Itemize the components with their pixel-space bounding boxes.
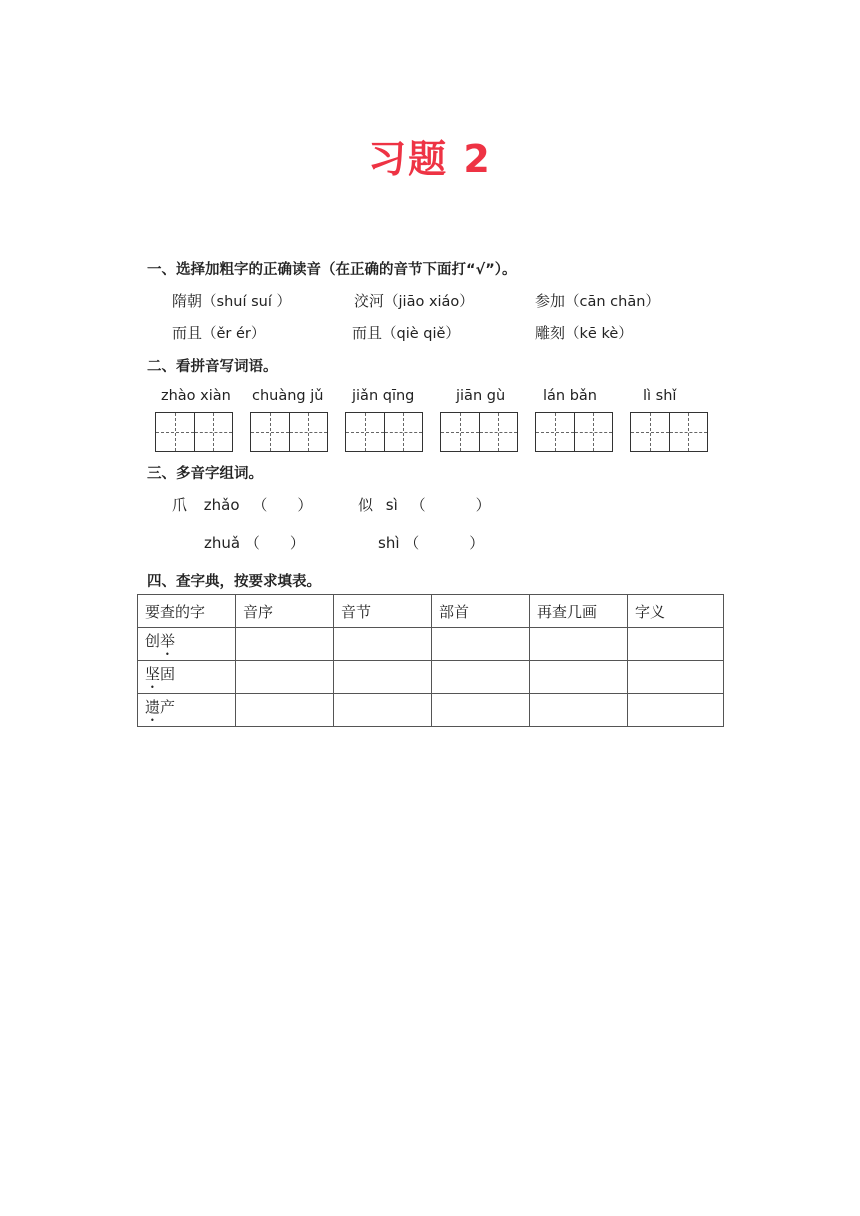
pinyin-label: jiān gù xyxy=(456,388,506,404)
answer-cell[interactable] xyxy=(432,628,530,661)
polyphone-pinyin: shì xyxy=(378,534,400,552)
answer-open: （ xyxy=(410,496,426,514)
answer-cell[interactable] xyxy=(236,628,334,661)
answer-cell[interactable] xyxy=(530,661,628,694)
table-row xyxy=(138,628,724,661)
reading-item xyxy=(172,290,291,311)
section2-heading: 二、看拼音写词语。 xyxy=(147,359,278,375)
reading-item xyxy=(352,322,460,343)
table-header: 音节 xyxy=(334,595,432,628)
answer-cell[interactable] xyxy=(236,694,334,727)
pinyin-options[interactable]: （jiāo xiáo） xyxy=(384,294,474,310)
answer-cell[interactable] xyxy=(334,694,432,727)
polyphone-pinyin: zhuǎ xyxy=(204,534,241,552)
section4-heading: 四、查字典，按要求填表。 xyxy=(147,574,321,590)
answer-close: ） xyxy=(289,534,305,552)
reading-item xyxy=(354,290,474,311)
polyphone-pinyin: sì xyxy=(385,496,398,514)
answer-cell[interactable] xyxy=(628,661,724,694)
reading-item xyxy=(535,290,660,311)
writing-grid[interactable] xyxy=(630,412,708,452)
word-char: 固 xyxy=(160,664,176,683)
dictionary-table xyxy=(137,594,724,727)
pinyin-options[interactable]: （cān chān） xyxy=(565,294,660,310)
answer-open: （ xyxy=(404,534,420,552)
word: 参加 xyxy=(535,292,566,310)
pinyin-label: lì shǐ xyxy=(643,388,677,404)
table-row xyxy=(138,661,724,694)
polyphone-row xyxy=(172,494,312,515)
answer-open: （ xyxy=(252,496,268,514)
pinyin-label: lán bǎn xyxy=(543,388,597,404)
table-header-row xyxy=(138,595,724,628)
answer-cell[interactable] xyxy=(334,661,432,694)
polyphone-row xyxy=(204,532,305,553)
writing-grid[interactable] xyxy=(155,412,233,452)
section3-heading: 三、多音字组词。 xyxy=(147,466,263,482)
answer-cell[interactable] xyxy=(628,628,724,661)
lookup-word xyxy=(138,661,236,694)
answer-cell[interactable] xyxy=(432,661,530,694)
writing-grid[interactable] xyxy=(440,412,518,452)
polyphone-char: 似 xyxy=(358,496,374,514)
answer-close: ） xyxy=(475,496,491,514)
pinyin-options[interactable]: （shuí suí ） xyxy=(202,294,291,310)
word: 而且 xyxy=(172,324,203,342)
answer-close: ） xyxy=(469,534,485,552)
writing-grid[interactable] xyxy=(345,412,423,452)
answer-cell[interactable] xyxy=(628,694,724,727)
pinyin-label: zhào xiàn xyxy=(161,388,231,404)
answer-cell[interactable] xyxy=(236,661,334,694)
answer-cell[interactable] xyxy=(334,628,432,661)
table-header: 再查几画 xyxy=(530,595,628,628)
polyphone-row xyxy=(378,532,484,553)
target-char: 坚 xyxy=(145,664,161,683)
lookup-word xyxy=(138,628,236,661)
table-header: 部首 xyxy=(432,595,530,628)
target-char: 遗 xyxy=(145,697,161,716)
word: 隋朝 xyxy=(172,292,203,310)
pinyin-options[interactable]: （ěr ér） xyxy=(202,326,266,342)
answer-close: ） xyxy=(297,496,313,514)
reading-item xyxy=(535,322,633,343)
word-char: 创 xyxy=(145,631,161,650)
pinyin-label: jiǎn qīng xyxy=(352,388,415,404)
table-header: 字义 xyxy=(628,595,724,628)
writing-grid[interactable] xyxy=(535,412,613,452)
pinyin-options[interactable]: （qiè qiě） xyxy=(382,326,460,342)
answer-cell[interactable] xyxy=(530,628,628,661)
polyphone-char: 爪 xyxy=(172,496,188,514)
pinyin-options[interactable]: （kē kè） xyxy=(565,326,633,342)
lookup-word xyxy=(138,694,236,727)
answer-open: （ xyxy=(244,534,260,552)
polyphone-pinyin: zhǎo xyxy=(203,496,240,514)
word-char: 产 xyxy=(160,697,176,716)
table-header: 要查的字 xyxy=(138,595,236,628)
word: 雕刻 xyxy=(535,324,566,342)
polyphone-row xyxy=(358,494,491,515)
section1-heading: 一、选择加粗字的正确读音（在正确的音节下面打“√”）。 xyxy=(147,262,517,278)
pinyin-label: chuàng jǔ xyxy=(252,388,324,404)
table-row xyxy=(138,694,724,727)
page-title: 习题 2 xyxy=(368,137,492,181)
target-char: 举 xyxy=(160,631,176,650)
reading-item xyxy=(172,322,265,343)
answer-cell[interactable] xyxy=(432,694,530,727)
writing-grid[interactable] xyxy=(250,412,328,452)
word: 而且 xyxy=(352,324,383,342)
answer-cell[interactable] xyxy=(530,694,628,727)
table-header: 音序 xyxy=(236,595,334,628)
word: 洨河 xyxy=(354,292,385,310)
